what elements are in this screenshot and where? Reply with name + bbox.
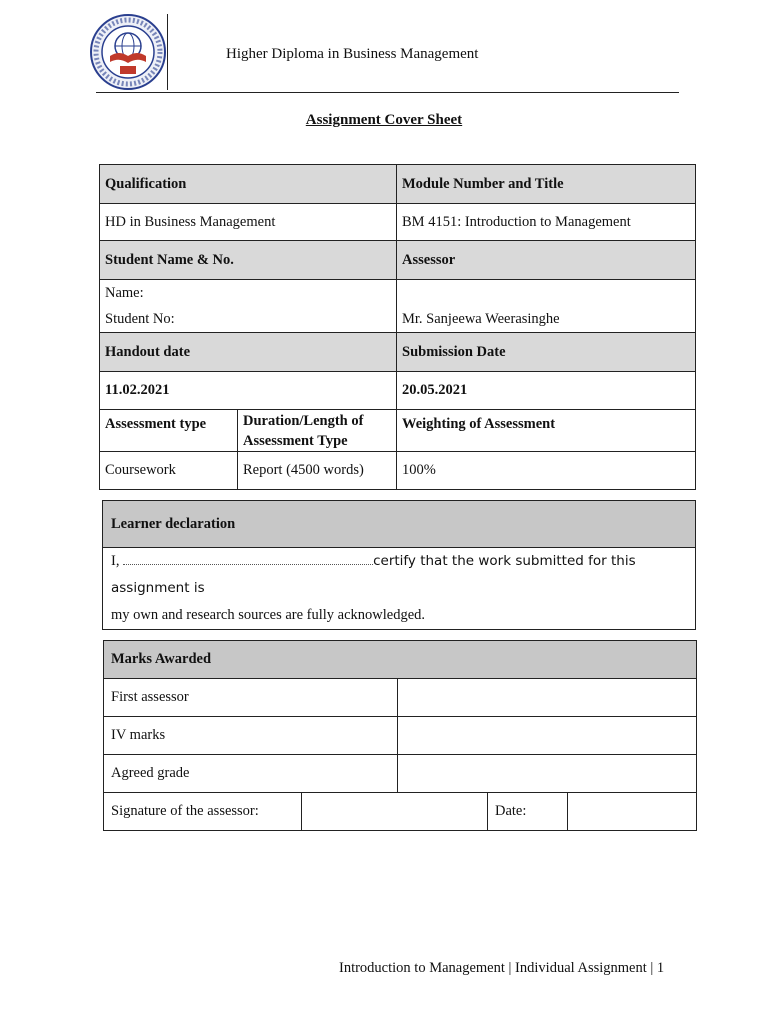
declaration-heading: Learner declaration: [103, 501, 696, 548]
assignment-info-table: [99, 164, 696, 490]
assessor-label: Assessor: [397, 241, 696, 280]
header-rule: [96, 92, 679, 93]
qualification-label: Qualification: [100, 165, 397, 204]
student-no-label: Student No:: [105, 311, 175, 327]
program-title: Higher Diploma in Business Management: [226, 46, 479, 62]
module-value: BM 4151: Introduction to Management: [397, 204, 696, 241]
agreed-grade-label: Agreed grade: [104, 755, 398, 793]
declaration-text: [103, 548, 696, 630]
submission-value: 20.05.2021: [397, 372, 696, 410]
declaration-line2: my own and research sources are fully acknowledged.: [111, 607, 426, 623]
assessment-type-label: Assessment type: [100, 410, 238, 452]
college-logo: [88, 12, 168, 92]
marks-heading: Marks Awarded: [104, 641, 697, 679]
first-assessor-label: First assessor: [104, 679, 398, 717]
declaration-middle: certify that the work submitted for this assignment is: [111, 553, 636, 596]
student-label: Student Name & No.: [100, 241, 397, 280]
weighting-label: Weighting of Assessment: [397, 410, 696, 452]
assessment-type-value: Coursework: [100, 452, 238, 490]
marks-awarded-table: [103, 640, 697, 831]
iv-marks-label: IV marks: [104, 717, 398, 755]
page-title: Assignment Cover Sheet: [305, 112, 463, 128]
page-footer: Introduction to Management | Individual Assignment | 1: [339, 960, 665, 976]
header-divider: [167, 14, 168, 90]
name-label: Name:: [105, 285, 144, 301]
assessor-value: Mr. Sanjeewa Weerasinghe: [397, 280, 696, 333]
agreed-grade-value[interactable]: [398, 755, 697, 793]
duration-label: Duration/Length of Assessment Type: [238, 410, 397, 452]
learner-declaration-table: [102, 500, 696, 630]
student-details-cell: [100, 280, 397, 333]
module-label: Module Number and Title: [397, 165, 696, 204]
iv-marks-value[interactable]: [398, 717, 697, 755]
date-label: Date:: [488, 793, 568, 831]
weighting-value: 100%: [397, 452, 696, 490]
submission-label: Submission Date: [397, 333, 696, 372]
handout-value: 11.02.2021: [100, 372, 397, 410]
signature-field[interactable]: [302, 793, 488, 831]
date-field[interactable]: [568, 793, 697, 831]
handout-label: Handout date: [100, 333, 397, 372]
qualification-value: HD in Business Management: [100, 204, 397, 241]
declaration-name-blank[interactable]: [123, 552, 373, 565]
college-logo-icon: [88, 12, 168, 92]
duration-value: Report (4500 words): [238, 452, 397, 490]
declaration-prefix: I,: [111, 553, 120, 569]
signature-label: Signature of the assessor:: [104, 793, 302, 831]
first-assessor-mark[interactable]: [398, 679, 697, 717]
